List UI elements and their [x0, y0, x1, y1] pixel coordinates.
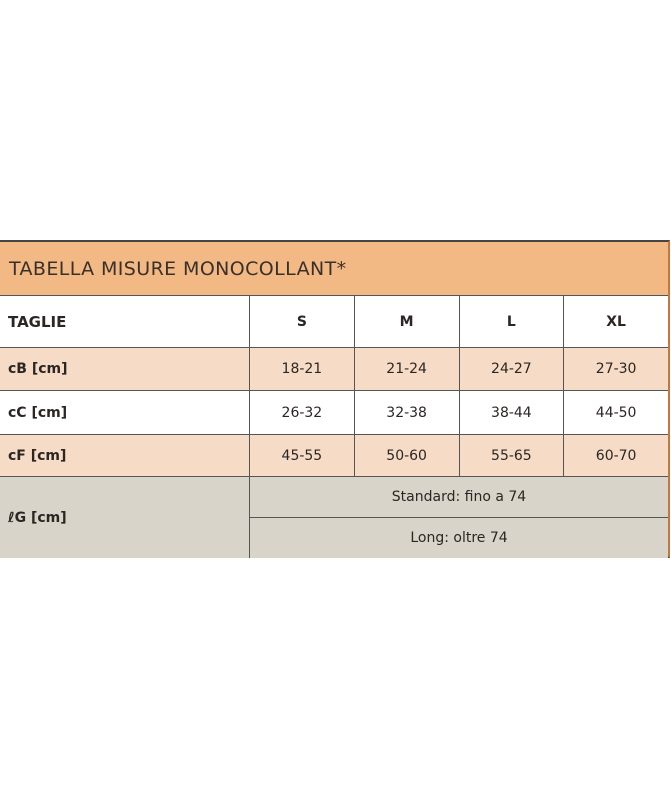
size-header-l: L: [460, 296, 565, 347]
cf-value-xl: 60-70: [595, 447, 637, 464]
lg-standard: Standard: fino a 74: [250, 477, 668, 518]
row-label-cb: cB [cm]: [0, 348, 250, 390]
table-header-row: [0, 296, 668, 348]
cc-value-s: 26-32: [250, 391, 355, 434]
table-row-lg: [0, 477, 668, 558]
row-label-lg: ℓG [cm]: [0, 477, 250, 558]
row-label-cf: cF [cm]: [0, 435, 250, 476]
size-header-s: S: [250, 296, 355, 347]
size-table: [0, 240, 670, 558]
size-header-m: M: [355, 296, 460, 347]
lg-long: Long: oltre 74: [410, 530, 508, 546]
table-row-cb: [0, 348, 668, 391]
cf-value-l: 55-65: [460, 435, 565, 476]
cc-value-m: 32-38: [355, 391, 460, 434]
cb-value-s: 18-21: [250, 348, 355, 390]
lg-values: [250, 477, 668, 558]
sizes-header-label: TAGLIE: [0, 296, 250, 347]
cf-value-s: 45-55: [250, 435, 355, 476]
cb-value-l: 24-27: [460, 348, 565, 390]
row-label-cc: cC [cm]: [0, 391, 250, 434]
cc-value-l: 38-44: [460, 391, 565, 434]
cf-value-m: 50-60: [355, 435, 460, 476]
cc-value-xl: 44-50: [595, 404, 637, 421]
cb-value-m: 21-24: [355, 348, 460, 390]
size-header-xl: XL: [606, 313, 626, 330]
table-title: TABELLA MISURE MONOCOLLANT*: [0, 242, 668, 296]
table-row-cc: [0, 391, 668, 435]
table-row-cf: [0, 435, 668, 477]
cb-value-xl: 27-30: [595, 361, 637, 377]
